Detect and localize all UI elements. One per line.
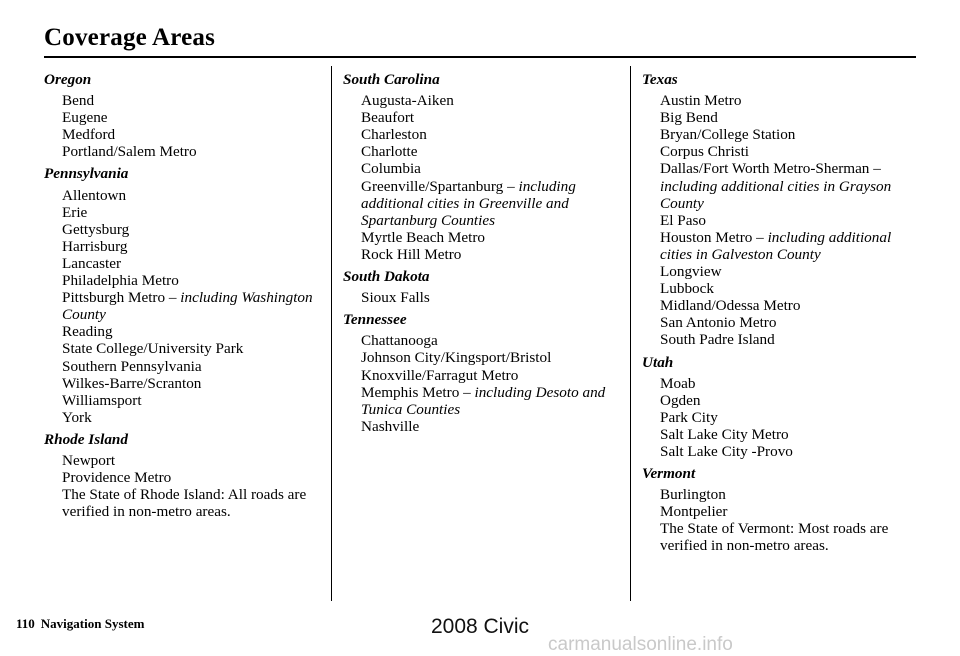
state-heading: Oregon bbox=[44, 71, 92, 88]
coverage-city bbox=[343, 349, 623, 366]
coverage-city bbox=[642, 126, 922, 143]
column-2 bbox=[343, 66, 623, 435]
coverage-city bbox=[44, 92, 324, 109]
city-name: Southern Pennsylvania bbox=[62, 357, 202, 375]
state-heading: South Carolina bbox=[343, 71, 440, 88]
watermark-site: carmanualsonline.info bbox=[548, 634, 733, 655]
city-name: Augusta-Aiken bbox=[361, 92, 454, 110]
coverage-city bbox=[44, 375, 324, 392]
city-name: Gettysburg bbox=[62, 220, 130, 238]
city-name: Philadelphia Metro bbox=[62, 272, 179, 290]
footer-section: Navigation System bbox=[40, 616, 145, 631]
city-name: Charleston bbox=[361, 126, 427, 144]
city-note: including additional cities in Greenville and Spartanburg Counties bbox=[361, 177, 576, 229]
city-name: Corpus Christi bbox=[660, 143, 750, 161]
city-name: State College/University Park bbox=[62, 340, 244, 358]
city-name: Eugene bbox=[62, 109, 108, 127]
city-name: Dallas/Fort Worth Metro-Sherman – bbox=[660, 160, 881, 178]
city-name: Wilkes-Barre/Scranton bbox=[62, 374, 202, 392]
city-name: Charlotte bbox=[361, 143, 418, 161]
city-name: Lancaster bbox=[62, 254, 122, 272]
city-name: Salt Lake City -Provo bbox=[660, 442, 793, 460]
city-name: Knoxville/Farragut Metro bbox=[361, 366, 519, 384]
city-name: San Antonio Metro bbox=[660, 314, 777, 332]
coverage-city bbox=[642, 297, 922, 314]
coverage-city bbox=[642, 375, 922, 392]
coverage-city bbox=[44, 238, 324, 255]
coverage-city bbox=[44, 126, 324, 143]
coverage-city bbox=[44, 221, 324, 238]
city-name: The State of Rhode Island: All roads are verified in non-metro areas. bbox=[62, 486, 307, 521]
city-name: Austin Metro bbox=[660, 92, 742, 110]
coverage-city bbox=[642, 212, 922, 229]
coverage-city bbox=[44, 358, 324, 375]
state-heading: Tennessee bbox=[343, 311, 407, 329]
coverage-city bbox=[343, 246, 623, 263]
coverage-city bbox=[642, 229, 922, 263]
state-heading: South Dakota bbox=[343, 268, 430, 286]
city-name: Bend bbox=[62, 92, 95, 110]
coverage-city bbox=[642, 160, 922, 211]
city-name: Big Bend bbox=[660, 109, 718, 127]
city-name: Lubbock bbox=[660, 280, 714, 298]
coverage-city bbox=[343, 126, 623, 143]
column-divider bbox=[331, 66, 332, 601]
coverage-city bbox=[642, 443, 922, 460]
city-name: Longview bbox=[660, 263, 722, 281]
coverage-city bbox=[642, 392, 922, 409]
city-name: Beaufort bbox=[361, 109, 415, 127]
city-name: Nashville bbox=[361, 417, 420, 435]
city-name: Allentown bbox=[62, 186, 127, 204]
coverage-city bbox=[44, 323, 324, 340]
coverage-city bbox=[44, 143, 324, 160]
coverage-city bbox=[343, 367, 623, 384]
coverage-city bbox=[44, 187, 324, 204]
title-rule bbox=[44, 56, 916, 58]
city-name: Sioux Falls bbox=[361, 289, 430, 307]
coverage-city bbox=[343, 160, 623, 177]
coverage-city bbox=[44, 109, 324, 126]
state-heading: Texas bbox=[642, 71, 678, 88]
state-heading: Rhode Island bbox=[44, 430, 128, 448]
city-name: Johnson City/Kingsport/Bristol bbox=[361, 349, 552, 367]
coverage-city bbox=[642, 331, 922, 348]
city-note: including Washington County bbox=[62, 289, 313, 324]
city-name: Myrtle Beach Metro bbox=[361, 228, 485, 246]
city-name: Portland/Salem Metro bbox=[62, 143, 197, 161]
coverage-city bbox=[642, 280, 922, 297]
city-name: Medford bbox=[62, 126, 116, 144]
page-number: 110 bbox=[16, 616, 35, 631]
coverage-city bbox=[343, 332, 623, 349]
coverage-city bbox=[44, 289, 324, 323]
coverage-city bbox=[343, 178, 623, 229]
coverage-city bbox=[642, 143, 922, 160]
coverage-city bbox=[642, 486, 922, 503]
coverage-city bbox=[343, 109, 623, 126]
coverage-city bbox=[343, 289, 623, 306]
city-name: The State of Vermont: Most roads are verified in non-metro areas. bbox=[660, 520, 889, 555]
state-heading: Utah bbox=[642, 353, 674, 371]
city-name: Moab bbox=[660, 374, 696, 392]
state-heading: Vermont bbox=[642, 465, 696, 483]
coverage-city bbox=[642, 409, 922, 426]
city-name: Columbia bbox=[361, 160, 421, 178]
column-3 bbox=[642, 66, 922, 555]
city-name: York bbox=[62, 408, 92, 426]
city-note: including Desoto and Tunica Counties bbox=[361, 383, 606, 418]
city-name: Chattanooga bbox=[361, 332, 438, 350]
coverage-city bbox=[642, 263, 922, 280]
city-name: Ogden bbox=[660, 391, 701, 409]
coverage-city bbox=[44, 452, 324, 469]
coverage-city bbox=[642, 92, 922, 109]
city-name: South Padre Island bbox=[660, 331, 775, 349]
coverage-city bbox=[642, 314, 922, 331]
city-name: Williamsport bbox=[62, 391, 142, 409]
city-name: Reading bbox=[62, 323, 113, 341]
city-name: Montpelier bbox=[660, 503, 728, 521]
city-name: Midland/Odessa Metro bbox=[660, 297, 801, 315]
coverage-city bbox=[343, 384, 623, 418]
coverage-city bbox=[44, 486, 324, 520]
coverage-city bbox=[343, 92, 623, 109]
coverage-city bbox=[642, 520, 922, 554]
coverage-city bbox=[44, 204, 324, 221]
city-name: Bryan/College Station bbox=[660, 126, 796, 144]
coverage-city bbox=[44, 392, 324, 409]
page-title: Coverage Areas bbox=[44, 24, 216, 51]
coverage-city bbox=[44, 255, 324, 272]
city-name: Providence Metro bbox=[62, 469, 172, 487]
city-name: Park City bbox=[660, 408, 718, 426]
city-name: Greenville/Spartanburg – bbox=[361, 177, 519, 195]
city-note: including additional cities in Grayson County bbox=[660, 177, 892, 212]
city-note: including additional cities in Galveston County bbox=[660, 228, 892, 263]
column-divider bbox=[630, 66, 631, 601]
coverage-city bbox=[343, 143, 623, 160]
city-name: Burlington bbox=[660, 486, 726, 504]
column-1 bbox=[44, 66, 324, 520]
city-name: Salt Lake City Metro bbox=[660, 425, 789, 443]
coverage-city bbox=[343, 418, 623, 435]
city-name: Erie bbox=[62, 203, 88, 221]
coverage-city bbox=[44, 469, 324, 486]
city-name: Houston Metro – bbox=[660, 228, 768, 246]
coverage-city bbox=[44, 272, 324, 289]
city-name: Pittsburgh Metro – bbox=[62, 289, 181, 307]
city-name: Harrisburg bbox=[62, 237, 128, 255]
city-name: Rock Hill Metro bbox=[361, 245, 462, 263]
coverage-city bbox=[44, 340, 324, 357]
coverage-city bbox=[44, 409, 324, 426]
city-name: Memphis Metro – bbox=[361, 383, 475, 401]
coverage-city bbox=[642, 503, 922, 520]
city-name: Newport bbox=[62, 451, 116, 469]
coverage-city bbox=[343, 229, 623, 246]
coverage-city bbox=[642, 109, 922, 126]
coverage-city bbox=[642, 426, 922, 443]
watermark-model: 2008 Civic bbox=[430, 615, 530, 638]
city-name: El Paso bbox=[660, 211, 706, 229]
state-heading: Pennsylvania bbox=[44, 165, 129, 183]
